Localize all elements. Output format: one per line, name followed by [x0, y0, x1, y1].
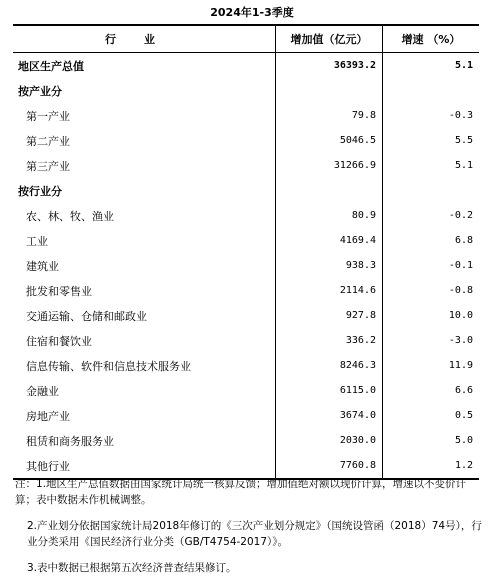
- row-label: 批发和零售业: [26, 284, 92, 298]
- row-label: 交通运输、仓储和邮政业: [26, 309, 147, 323]
- row-label: 第一产业: [26, 109, 70, 123]
- table-row: [13, 228, 479, 253]
- row-label: 房地产业: [26, 409, 70, 423]
- row-growth: -0.2: [382, 203, 479, 228]
- table-row: [13, 453, 479, 478]
- row-value: 7760.8: [275, 453, 382, 478]
- note-3: 3.表中数据已根据第五次经济普查结果修订。: [27, 562, 237, 574]
- table-row: [13, 128, 479, 153]
- row-growth: 5.5: [382, 128, 479, 153]
- table-row: [13, 203, 479, 228]
- row-growth: -0.8: [382, 278, 479, 303]
- row-label: 建筑业: [26, 259, 59, 273]
- table-row: [13, 428, 479, 453]
- header-industry: 行业: [105, 33, 183, 46]
- section-label: 按行业分: [18, 184, 62, 198]
- note-2: 2.产业划分依据国家统计局2018年修订的《三次产业划分规定》（国统设管函（2018）74号），行业分类采用《国民经济行业分类（GB/T4754-2017）》。: [27, 520, 482, 548]
- row-label: 第二产业: [26, 134, 70, 148]
- row-label: 租赁和商务服务业: [26, 434, 114, 448]
- row-label: 第三产业: [26, 159, 70, 173]
- table-title: 2024年1-3季度: [210, 6, 294, 19]
- section-header-by-sector: [13, 78, 479, 103]
- row-value: 3674.0: [275, 403, 382, 428]
- table-row: [13, 103, 479, 128]
- table-row: [13, 353, 479, 378]
- total-value: 36393.2: [275, 53, 382, 78]
- row-growth: -0.1: [382, 253, 479, 278]
- row-label: 工业: [26, 234, 48, 248]
- row-value: 80.9: [275, 203, 382, 228]
- row-value: 2030.0: [275, 428, 382, 453]
- table-row: [13, 278, 479, 303]
- row-value: 336.2: [275, 328, 382, 353]
- row-value: 8246.3: [275, 353, 382, 378]
- section-label: 按产业分: [18, 84, 62, 98]
- table-row: [13, 253, 479, 278]
- table-header-row: [13, 26, 479, 53]
- row-growth: 5.0: [382, 428, 479, 453]
- row-growth: 6.8: [382, 228, 479, 253]
- row-growth: -0.3: [382, 103, 479, 128]
- row-growth: 6.6: [382, 378, 479, 403]
- row-label: 农、林、牧、渔业: [26, 209, 114, 223]
- table-row: [13, 303, 479, 328]
- row-label: 信息传输、软件和信息技术服务业: [26, 359, 191, 373]
- row-value: 31266.9: [275, 153, 382, 178]
- table-row: [13, 328, 479, 353]
- total-growth: 5.1: [382, 53, 479, 78]
- row-label: 金融业: [26, 384, 59, 398]
- row-value: 938.3: [275, 253, 382, 278]
- gdp-table: [13, 24, 479, 480]
- row-growth: 1.2: [382, 453, 479, 478]
- row-growth: 0.5: [382, 403, 479, 428]
- header-growth: 增速 （%）: [382, 26, 479, 52]
- header-value-added: 增加值（亿元）: [275, 26, 382, 52]
- row-value: 927.8: [275, 303, 382, 328]
- note-1: 注：1.地区生产总值数据由国家统计局统一核算反馈；增加值绝对额以现价计算，增速以不变价计算；表中数据未作机械调整。: [15, 478, 467, 506]
- table-notes: [15, 476, 483, 576]
- total-row: [13, 53, 479, 78]
- table-row: [13, 153, 479, 178]
- table-row: [13, 378, 479, 403]
- table-row: [13, 403, 479, 428]
- row-value: 5046.5: [275, 128, 382, 153]
- row-label: 住宿和餐饮业: [26, 334, 92, 348]
- row-growth: -3.0: [382, 328, 479, 353]
- row-growth: 5.1: [382, 153, 479, 178]
- total-label: 地区生产总值: [18, 59, 84, 73]
- row-growth: 11.9: [382, 353, 479, 378]
- row-growth: 10.0: [382, 303, 479, 328]
- row-value: 79.8: [275, 103, 382, 128]
- section-header-by-industry: [13, 178, 479, 203]
- row-value: 6115.0: [275, 378, 382, 403]
- row-label: 其他行业: [26, 459, 70, 473]
- row-value: 4169.4: [275, 228, 382, 253]
- row-value: 2114.6: [275, 278, 382, 303]
